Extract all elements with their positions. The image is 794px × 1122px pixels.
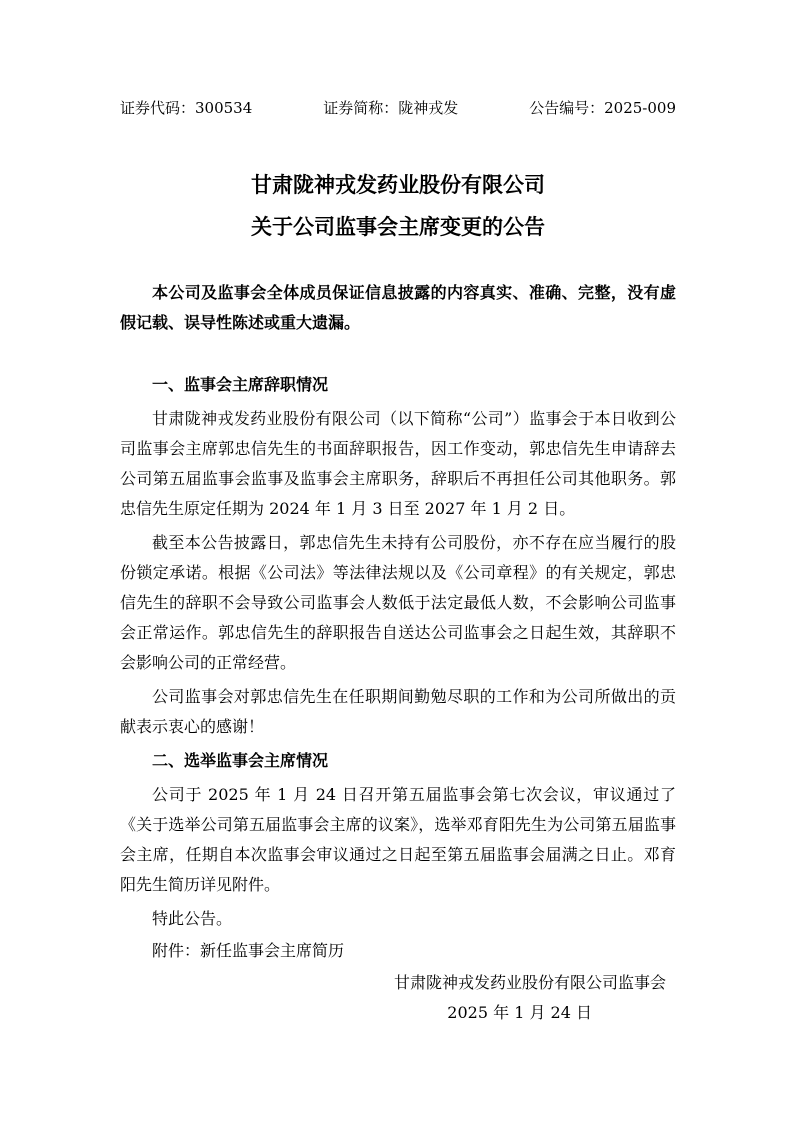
disclosure-statement: 本公司及监事会全体成员保证信息披露的内容真实、准确、完整，没有虚假记载、误导性陈述或重大遗漏。 (120, 283, 676, 332)
signature-date: 2025 年 1 月 24 日 (447, 1003, 592, 1022)
section-1-paragraph-3: 公司监事会对郭忠信先生在任职期间勤勉尽职的工作和为公司所做出的贡献表示衷心的感谢！ (120, 687, 676, 736)
announcement-number: 公告编号：2025-009 (529, 99, 676, 117)
section-1-paragraph-2: 截至本公告披露日，郭忠信先生未持有公司股份，亦不存在应当履行的股份锁定承诺。根据《公司法》等法律法规以及《公司章程》的有关规定，郭忠信先生的辞职不会导致公司监事会人数低于法定最低人数，不会影响公司监事会正常运作。郭忠信先生的辞职报告自送达公司监事会之日起生效，其辞职不会影响公司的正常经营。 (120, 533, 676, 672)
stock-code: 证券代码：300534 (120, 99, 253, 117)
signature-block (120, 968, 676, 1028)
section-2-paragraph-1: 公司于 2025 年 1 月 24 日召开第五届监事会第七次会议，审议通过了《关于选举公司第五届监事会主席的议案》，选举邓育阳先生为公司第五届监事会主席，任期自本次监事会审议通过之日起至第五届监事会届满之日止。邓育阳先生简历详见附件。 (120, 785, 676, 894)
document-header (120, 98, 676, 118)
title-line-1: 甘肃陇神戎发药业股份有限公司 (251, 172, 545, 197)
attachment-line: 附件：新任监事会主席简历 (152, 941, 345, 960)
page-title (120, 164, 676, 248)
signature-company: 甘肃陇神戎发药业股份有限公司监事会 (393, 973, 666, 992)
stock-name: 证券简称：陇神戎发 (323, 99, 459, 117)
title-line-2: 关于公司监事会主席变更的公告 (251, 214, 545, 239)
section-1-heading: 一、监事会主席辞职情况 (152, 375, 329, 394)
closing-line: 特此公告。 (152, 909, 233, 928)
section-1-paragraph-1: 甘肃陇神戎发药业股份有限公司（以下简称“公司”）监事会于本日收到公司监事会主席郭忠信先生的书面辞职报告，因工作变动，郭忠信先生申请辞去公司第五届监事会监事及监事会主席职务，辞职后不再担任公司其他职务。郭忠信先生原定任期为 2024 年 1 月 3 日至 2027 年 1 月 2 日。 (120, 409, 676, 518)
section-2-heading: 二、选举监事会主席情况 (152, 751, 329, 770)
